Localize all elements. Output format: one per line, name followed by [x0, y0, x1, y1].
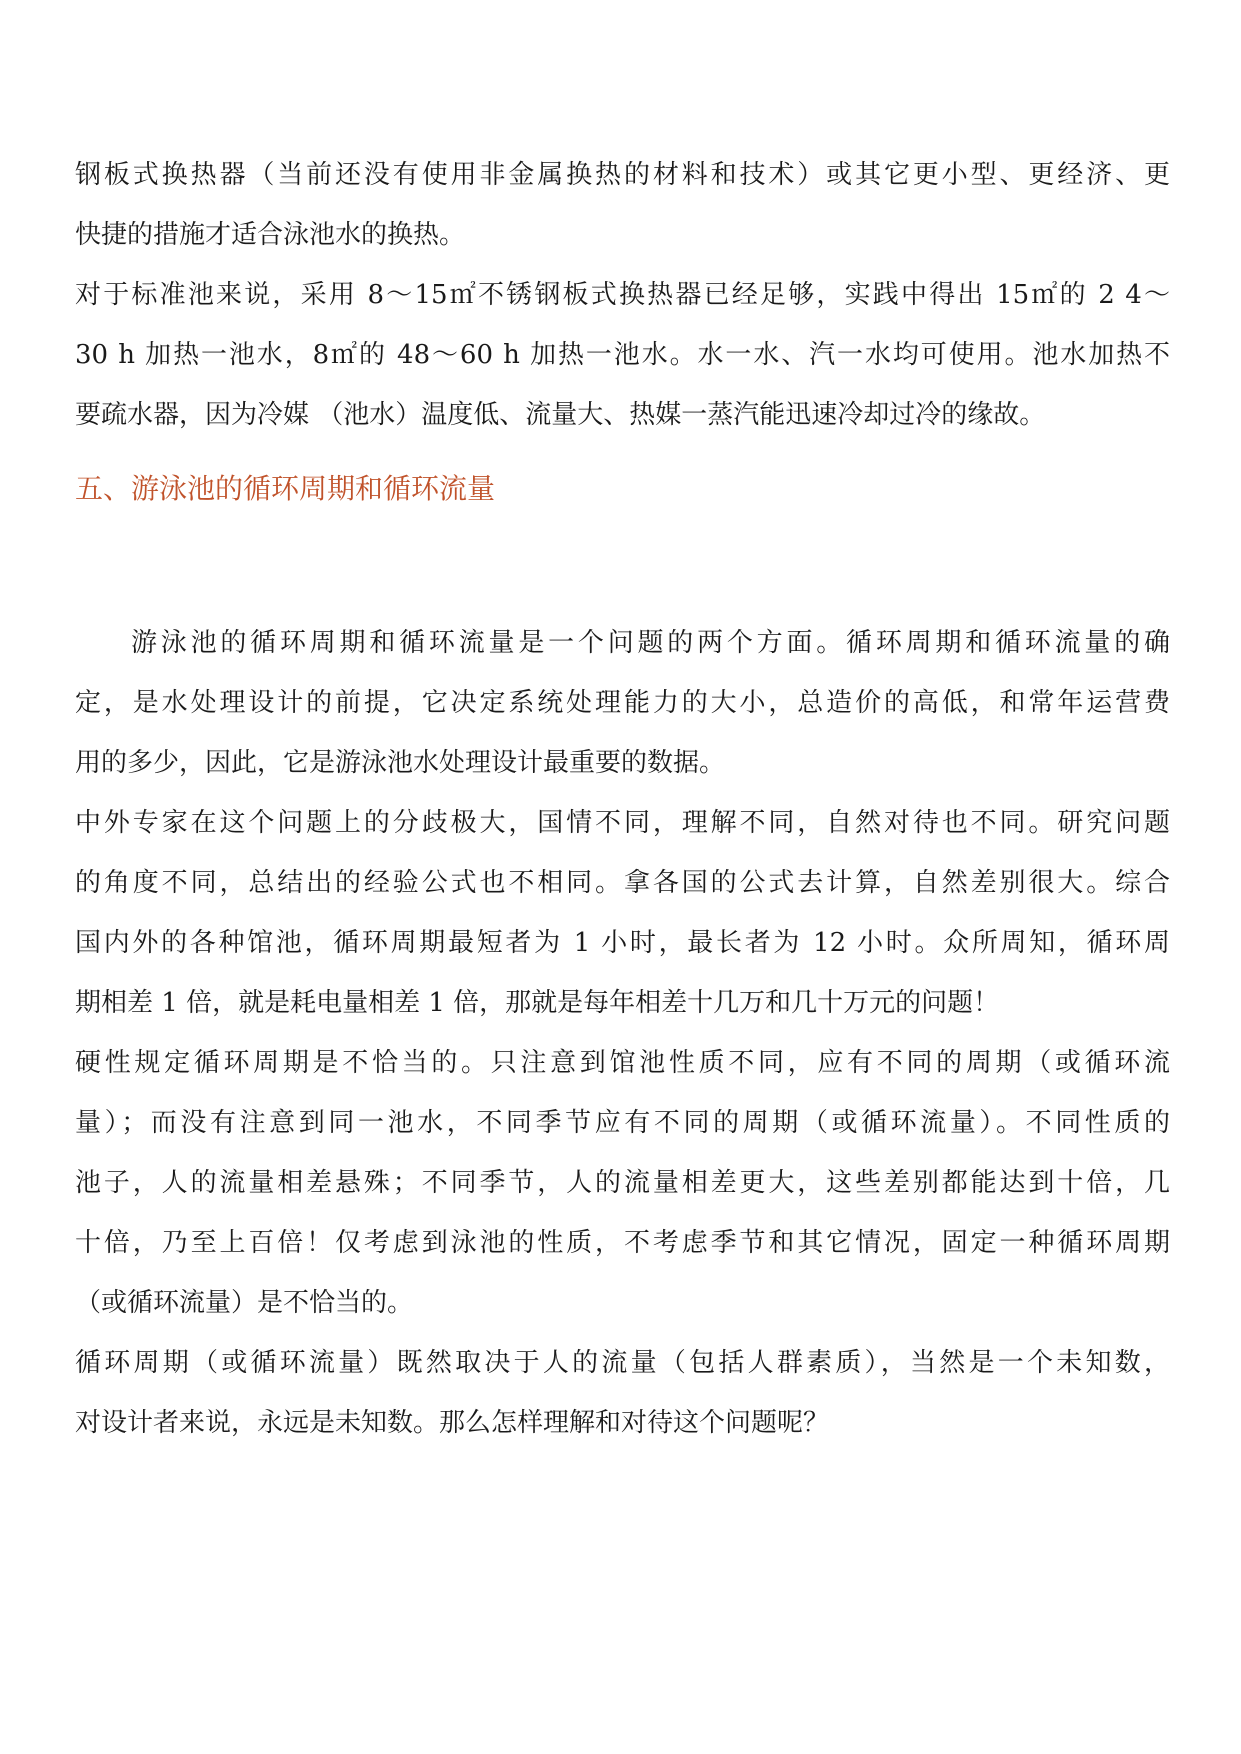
text-line: 对于标准池来说，采用 8～15㎡不锈钢板式换热器已经足够，实践中得出 15㎡的 2 4～: [75, 280, 1170, 310]
spacer: [75, 519, 1170, 613]
text-line: 十倍，乃至上百倍！仅考虑到泳池的性质，不考虑季节和其它情况，固定一种循环周期: [75, 1228, 1170, 1258]
text-line: 游泳池的循环周期和循环流量是一个问题的两个方面。循环周期和循环流量的确: [131, 628, 1170, 658]
text-line: 的角度不同，总结出的经验公式也不相同。拿各国的公式去计算，自然差别很大。综合: [75, 868, 1170, 898]
text-line: （或循环流量）是不恰当的。: [75, 1288, 414, 1318]
text-line: 定，是水处理设计的前提，它决定系统处理能力的大小，总造价的高低，和常年运营费: [75, 688, 1170, 718]
text-line: 快捷的措施才适合泳池水的换热。: [75, 220, 466, 250]
text-line: 池子，人的流量相差悬殊；不同季节，人的流量相差更大，这些差别都能达到十倍，几: [75, 1168, 1170, 1198]
paragraph-heat-exchanger-continued: [75, 145, 1170, 265]
text-line: 钢板式换热器（当前还没有使用非金属换热的材料和技术）或其它更小型、更经济、更: [75, 160, 1170, 190]
text-line: 中外专家在这个问题上的分歧极大，国情不同，理解不同，自然对待也不同。研究问题: [75, 808, 1170, 838]
paragraph-expert-disagreement: [75, 793, 1170, 1033]
paragraph-cycle-intro: [75, 613, 1170, 793]
section-heading: 五、游泳池的循环周期和循环流量: [75, 472, 496, 505]
text-line: 30 h 加热一池水，8㎡的 48～60 h 加热一池水。水一水、汽一水均可使用。池水加热不: [75, 340, 1170, 370]
text-line: 对设计者来说，永远是未知数。那么怎样理解和对待这个问题呢？: [75, 1408, 830, 1438]
text-line: 循环周期（或循环流量）既然取决于人的流量（包括人群素质），当然是一个未知数，: [75, 1348, 1170, 1378]
paragraph-unknown-variable: [75, 1333, 1170, 1453]
text-line: 用的多少，因此，它是游泳池水处理设计最重要的数据。: [75, 748, 726, 778]
text-line: 量）；而没有注意到同一池水，不同季节应有不同的周期（或循环流量）。不同性质的: [75, 1108, 1170, 1138]
text-line: 期相差 1 倍，就是耗电量相差 1 倍，那就是每年相差十几万和几十万元的问题！: [75, 988, 1000, 1018]
text-line: 要疏水器，因为冷媒 （池水）温度低、流量大、热媒一蒸汽能迅速冷却过冷的缘故。: [75, 400, 1046, 430]
paragraph-standard-pool: [75, 265, 1170, 445]
text-line: 国内外的各种馆池，循环周期最短者为 1 小时，最长者为 12 小时。众所周知，循环周: [75, 928, 1170, 958]
text-line: 硬性规定循环周期是不恰当的。只注意到馆池性质不同，应有不同的周期（或循环流: [75, 1048, 1170, 1078]
document-body: [75, 145, 1170, 1453]
paragraph-rigid-rules: [75, 1033, 1170, 1333]
